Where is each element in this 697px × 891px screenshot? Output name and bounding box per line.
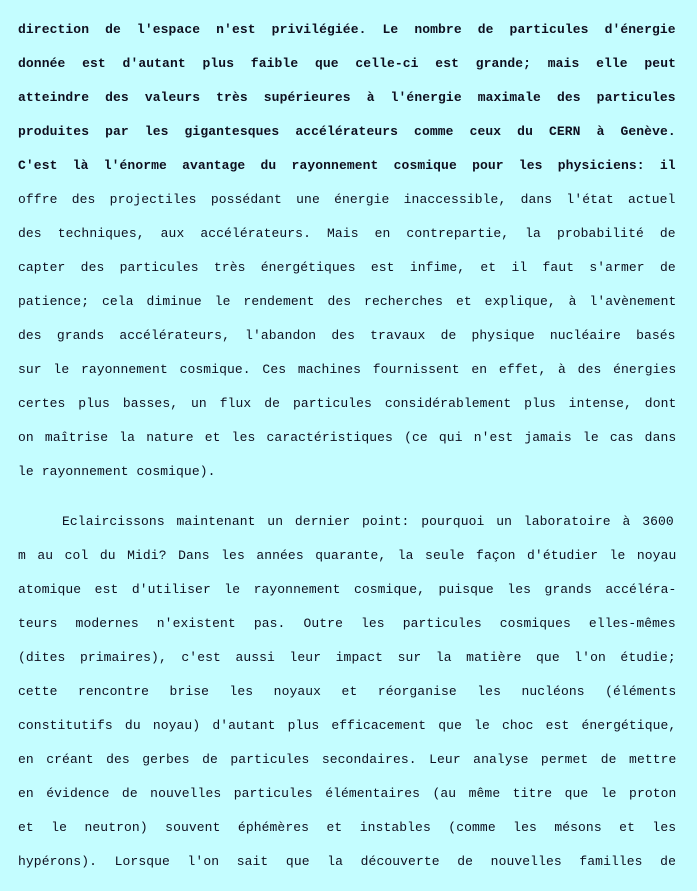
text-line: constitutifs du noyau) d'autant plus efficacement que le choc est énergétique, [18, 718, 677, 733]
text-line: et le neutron) souvent éphémères et instables (comme les mésons et les [18, 820, 677, 835]
text-line: C'est là l'énorme avantage du rayonnement cosmique pour les physiciens: il [18, 158, 676, 173]
text-line: atteindre des valeurs très supérieures à l'énergie maximale des particules [18, 90, 676, 105]
text-line: m au col du Midi? Dans les années quarante, la seule façon d'étudier le noyau [18, 548, 677, 563]
text-line: direction de l'espace n'est privilégiée. Le nombre de particules d'énergie [18, 22, 676, 37]
text-line: offre des projectiles possédant une énergie inaccessible, dans l'état actuel [18, 192, 676, 207]
text-line: Eclaircissons maintenant un dernier point: pourquoi un laboratoire à 3600 [62, 514, 674, 529]
text-line: certes plus basses, un flux de particules considérablement plus intense, dont [18, 396, 677, 411]
text-line: patience; cela diminue le rendement des recherches et explique, à l'avènement [18, 294, 677, 309]
text-line: produites par les gigantesques accélérateurs comme ceux du CERN à Genève. [18, 124, 676, 139]
text-line: en évidence de nouvelles particules élémentaires (au même titre que le proton [18, 786, 677, 801]
text-line: teurs modernes n'existent pas. Outre les particules cosmiques elles-mêmes [18, 616, 676, 631]
text-line: des grands accélérateurs, l'abandon des travaux de physique nucléaire basés [18, 328, 676, 343]
text-line: en créant des gerbes de particules secondaires. Leur analyse permet de mettre [18, 752, 677, 767]
text-line: le rayonnement cosmique). [18, 464, 216, 479]
text-line: cette rencontre brise les noyaux et réorganise les nucléons (éléments [18, 684, 677, 699]
text-line: atomique est d'utiliser le rayonnement cosmique, puisque les grands accéléra- [18, 582, 677, 597]
text-line: hypérons). Lorsque l'on sait que la découverte de nouvelles familles de [18, 854, 676, 869]
text-line: donnée est d'autant plus faible que celle-ci est grande; mais elle peut [18, 56, 677, 71]
text-line: sur le rayonnement cosmique. Ces machines fournissent en effet, à des énergies [18, 362, 677, 377]
text-line: capter des particules très énergétiques est infime, et il faut s'armer de [18, 260, 676, 275]
text-line: (dites primaires), c'est aussi leur impact sur la matière que l'on étudie; [18, 650, 676, 665]
text-line: des techniques, aux accélérateurs. Mais en contrepartie, la probabilité de [18, 226, 676, 241]
text-line: on maîtrise la nature et les caractéristiques (ce qui n'est jamais le cas dans [18, 430, 677, 445]
